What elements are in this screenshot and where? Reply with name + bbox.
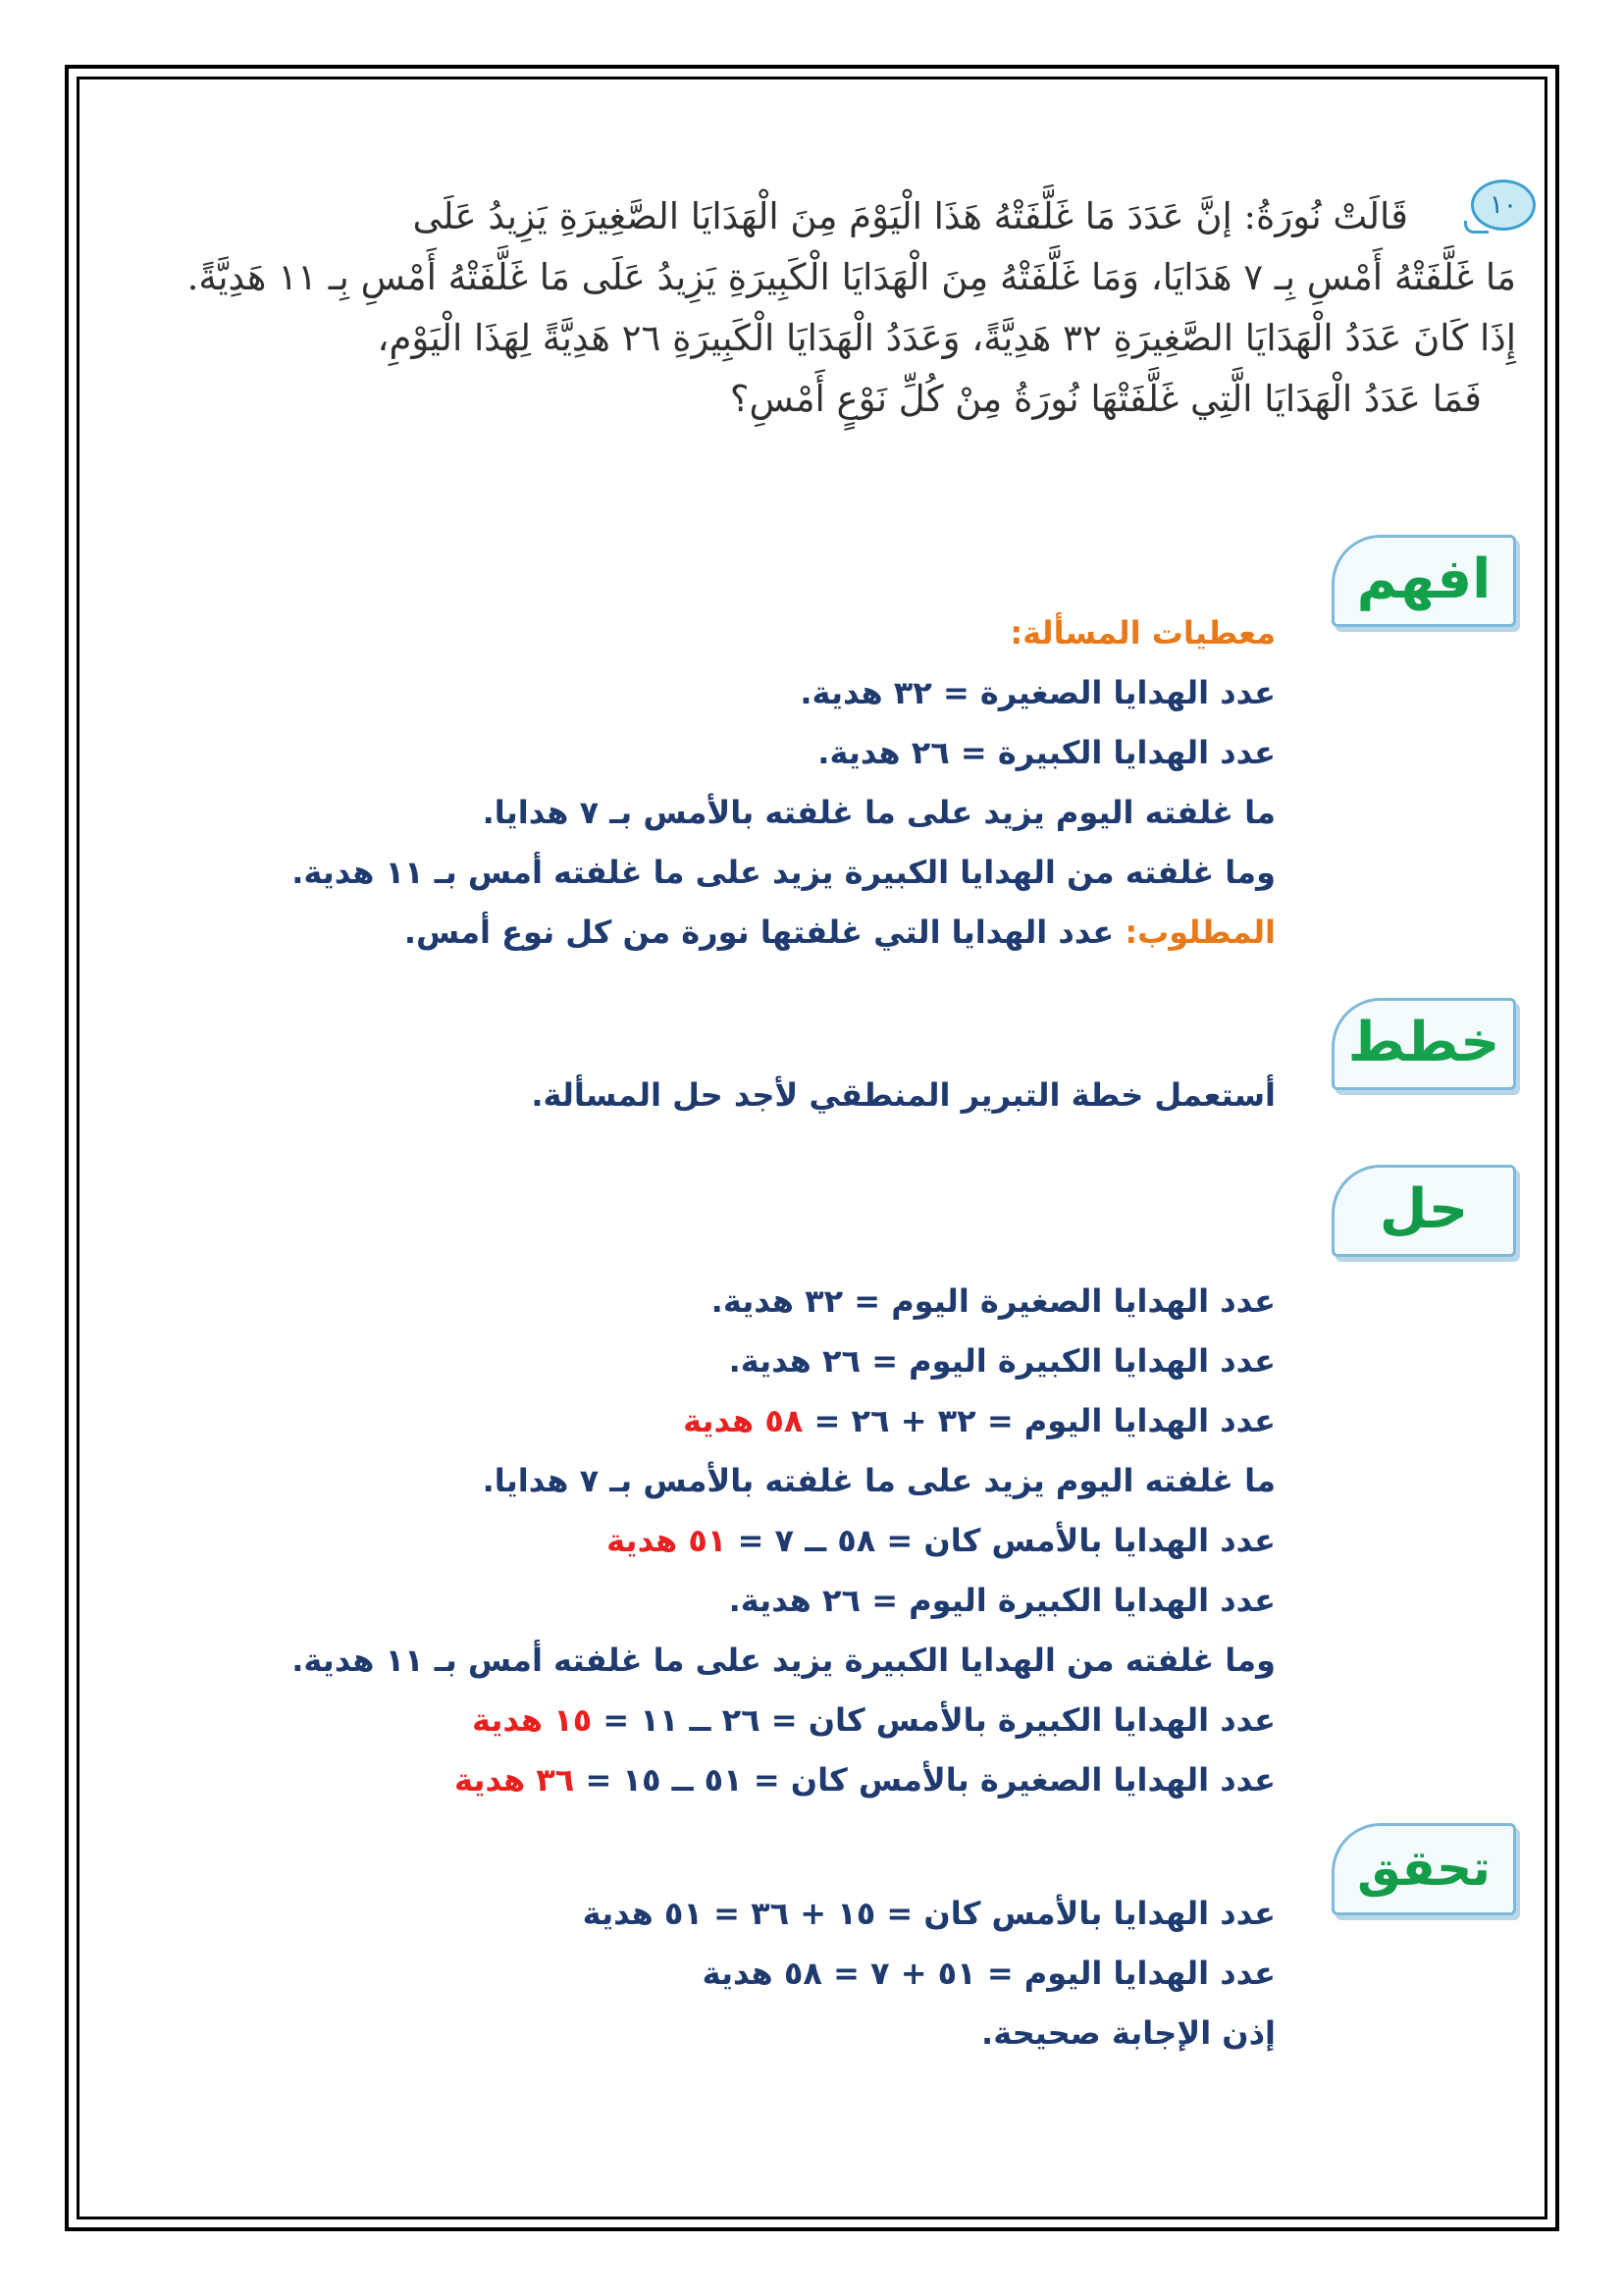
step-badge-plan: خطط: [1332, 998, 1516, 1090]
problem-statement: [123, 186, 1516, 430]
solve-line-9: [98, 1750, 1276, 1810]
problem-line-3: إِذَا كَانَ عَدَدُ الْهَدَايَا الصَّغِيرَةِ ٣٢ هَدِيَّةً، وَعَدَدُ الْهَدَايَا الْكَبِيرَةِ ٢٦ هَدِيَّةً لِهَذَا الْيَوْمِ،: [377, 317, 1516, 359]
check-section: [98, 1884, 1276, 2063]
problem-line-4: فَمَا عَدَدُ الْهَدَايَا الَّتِي غَلَّفَتْهَا نُورَةُ مِنْ كُلِّ نَوْعٍ أَمْسِ؟: [729, 378, 1482, 420]
given-line-3: ما غلفته اليوم يزيد على ما غلفته بالأمس بـ ٧ هدايا.: [482, 794, 1276, 831]
solve-line-6: عدد الهدايا الكبيرة اليوم = ٢٦ هدية.: [728, 1582, 1276, 1619]
problem-number-badge: ١٠: [1471, 180, 1536, 231]
required-label: المطلوب:: [1125, 913, 1276, 951]
check-line-3: إذن الإجابة صحيحة.: [981, 2014, 1276, 2052]
check-line-1: عدد الهدايا بالأمس كان = ١٥ + ٣٦ = ٥١ هدية: [582, 1895, 1276, 1932]
solve-line-3-expr: عدد الهدايا اليوم = ٣٢ + ٢٦ =: [803, 1402, 1276, 1439]
solve-line-3-result: ٥٨ هدية: [683, 1402, 804, 1439]
given-line-1: عدد الهدايا الصغيرة = ٣٢ هدية.: [800, 674, 1276, 711]
solve-line-8-expr: عدد الهدايا الكبيرة بالأمس كان = ٢٦ ــ ١١ =: [592, 1701, 1276, 1739]
solve-line-3: [98, 1391, 1276, 1451]
plan-section: [98, 1066, 1276, 1125]
solve-line-5: [98, 1511, 1276, 1571]
solve-line-7: وما غلفته من الهدايا الكبيرة يزيد على ما غلفته أمس بـ ١١ هدية.: [291, 1642, 1276, 1679]
solve-line-4: ما غلفته اليوم يزيد على ما غلفته بالأمس بـ ٧ هدايا.: [482, 1462, 1276, 1499]
plan-text: أستعمل خطة التبرير المنطقي لأجد حل المسألة.: [531, 1076, 1276, 1114]
solve-line-8: [98, 1691, 1276, 1750]
step-badge-solve: حل: [1332, 1165, 1516, 1257]
solve-line-8-result: ١٥ هدية: [471, 1701, 593, 1739]
solve-section: [98, 1272, 1276, 1810]
problem-line-2: مَا غَلَّفَتْهُ أَمْسِ بِـ ٧ هَدَايَا، وَمَا غَلَّفَتْهُ مِنَ الْهَدَايَا الْكَبِيرَةِ يَزِيدُ عَلَى مَا غَلَّفَتْهُ أَمْسِ بِـ ١١ هَدِيَّةً.: [186, 256, 1516, 298]
check-line-2: عدد الهدايا اليوم = ٥١ + ٧ = ٥٨ هدية: [702, 1955, 1276, 1992]
given-line-2: عدد الهدايا الكبيرة = ٢٦ هدية.: [817, 734, 1276, 771]
givens-label: معطيات المسألة:: [1010, 614, 1276, 652]
given-line-4: وما غلفته من الهدايا الكبيرة يزيد على ما غلفته أمس بـ ١١ هدية.: [291, 854, 1276, 891]
solve-line-2: عدد الهدايا الكبيرة اليوم = ٢٦ هدية.: [728, 1342, 1276, 1380]
solve-line-1: عدد الهدايا الصغيرة اليوم = ٣٢ هدية.: [710, 1282, 1276, 1320]
solve-line-9-expr: عدد الهدايا الصغيرة بالأمس كان = ٥١ ــ ١٥ =: [574, 1761, 1276, 1799]
solve-line-5-expr: عدد الهدايا بالأمس كان = ٥٨ ــ ٧ =: [726, 1522, 1276, 1559]
required-text: عدد الهدايا التي غلفتها نورة من كل نوع أمس.: [403, 913, 1126, 951]
required-line: [98, 903, 1276, 963]
problem-line-1: قَالَتْ نُورَةُ: إنَّ عَدَدَ مَا غَلَّفَتْهُ هَذَا الْيَوْمَ مِنَ الْهَدَايَا الصَّغِيرَةِ يَزِيدُ عَلَى: [412, 195, 1408, 237]
solve-line-5-result: ٥١ هدية: [606, 1522, 727, 1559]
solve-line-9-result: ٣٦ هدية: [454, 1761, 575, 1799]
step-badge-check: تحقق: [1332, 1823, 1516, 1915]
step-badge-understand: افهم: [1332, 535, 1516, 627]
understand-section: [98, 603, 1276, 963]
